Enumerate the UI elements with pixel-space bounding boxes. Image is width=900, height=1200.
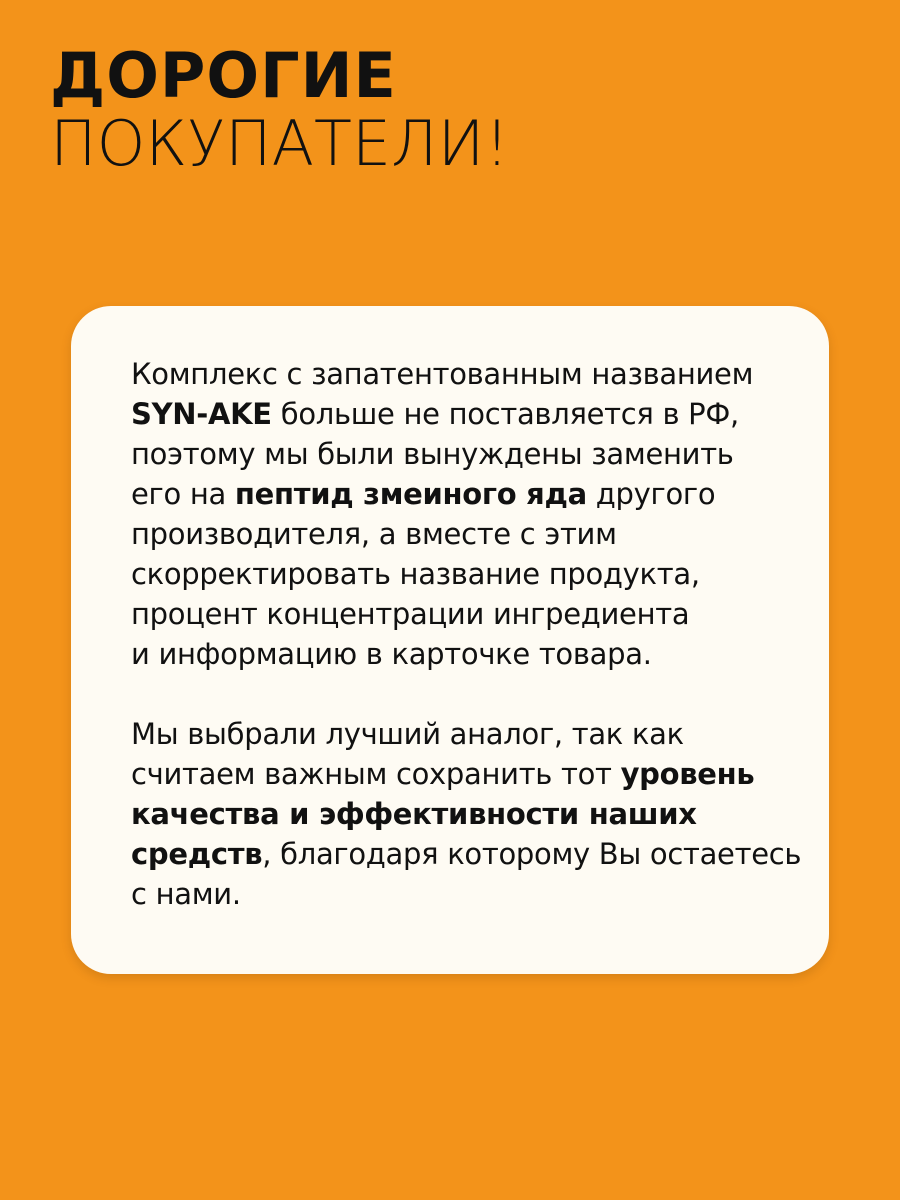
text-segment: поэтому мы были вынуждены заменить: [131, 437, 734, 471]
text-segment: Комплекс с запатентованным названием: [131, 357, 754, 391]
paragraph-1-line: [131, 634, 821, 674]
paragraph-2-line: [131, 794, 821, 834]
paragraph-1-line: [131, 354, 821, 394]
text-segment: с нами.: [131, 877, 241, 911]
heading-line-1: ДОРОГИЕ: [50, 39, 397, 112]
paragraph-2-line: [131, 714, 821, 754]
text-segment: больше не поставляется в РФ,: [271, 397, 739, 431]
text-segment: его на: [131, 477, 235, 511]
text-segment: и информацию в карточке товара.: [131, 637, 652, 671]
text-segment: считаем важным сохранить тот: [131, 757, 621, 791]
message-card-text: [131, 354, 821, 914]
paragraph-1: [131, 354, 821, 674]
paragraph-2-line: [131, 754, 821, 794]
text-segment-bold: пептид змеиного яда: [234, 477, 587, 511]
paragraph-1-line: [131, 554, 821, 594]
text-segment: скорректировать название продукта,: [131, 557, 700, 591]
paragraph-1-line: [131, 434, 821, 474]
paragraph-2-line: [131, 834, 821, 874]
text-segment-bold: уровень: [620, 757, 755, 791]
paragraph-2-line: [131, 874, 821, 914]
paragraph-1-line: [131, 514, 821, 554]
heading-line-2: ПОКУПАТЕЛИ!: [50, 107, 510, 180]
text-segment: процент концентрации ингредиента: [131, 597, 690, 631]
paragraph-2: [131, 714, 821, 914]
text-segment-bold: средств: [131, 837, 263, 871]
text-segment: другого: [586, 477, 716, 511]
text-segment: , благодаря которому Вы остаетесь: [262, 837, 802, 871]
paragraph-1-line: [131, 594, 821, 634]
text-segment: производителя, а вместе с этим: [131, 517, 617, 551]
paragraph-1-line: [131, 394, 821, 434]
message-card: [71, 306, 829, 974]
page-heading: [50, 39, 510, 180]
text-segment-bold: качества и эффективности наших: [131, 797, 697, 831]
text-segment-bold: SYN-AKE: [131, 397, 272, 431]
text-segment: Мы выбрали лучший аналог, так как: [131, 717, 684, 751]
paragraph-1-line: [131, 474, 821, 514]
